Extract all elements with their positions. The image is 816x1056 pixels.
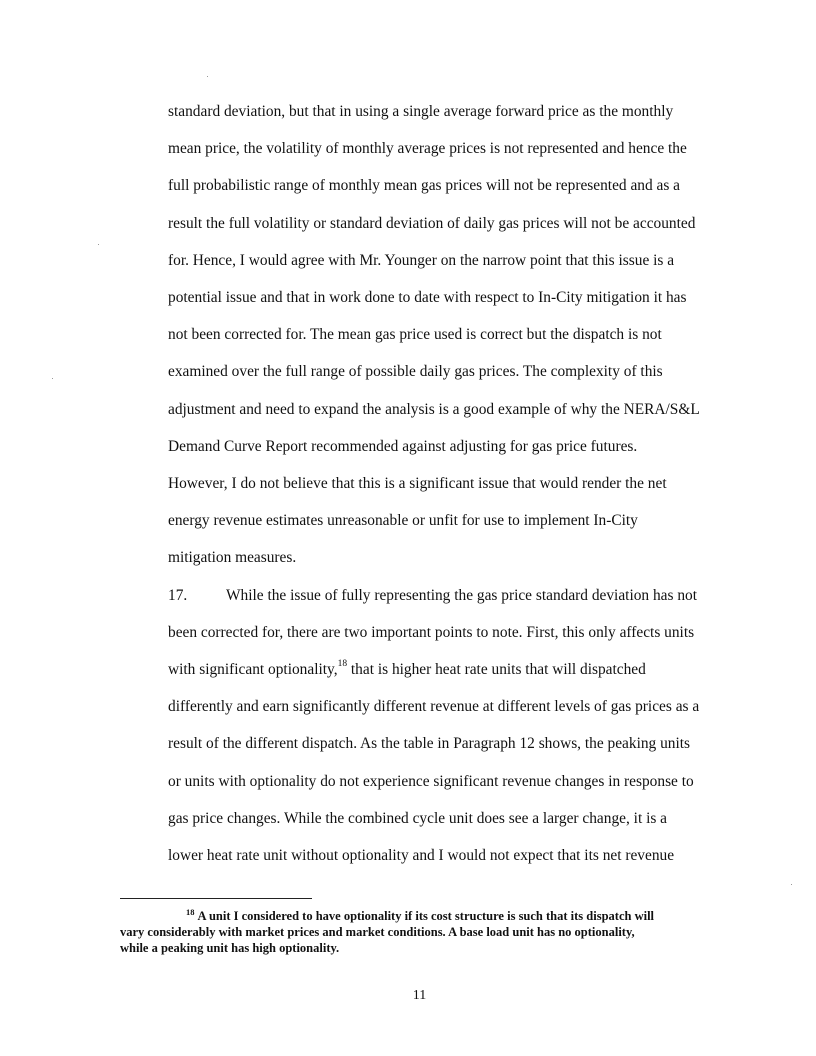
body-line-text: While the issue of fully representing the gas price standard deviation has not bbox=[226, 586, 697, 604]
footnote-line bbox=[120, 908, 720, 924]
body-line: mitigation measures. bbox=[168, 549, 297, 567]
body-line: full probabilistic range of monthly mean gas prices will not be represented and as a bbox=[168, 177, 681, 195]
body-text bbox=[168, 93, 723, 874]
paragraph-17-first-line bbox=[168, 577, 723, 614]
body-line: for. Hence, I would agree with Mr. Younger on the narrow point that this issue is a bbox=[168, 251, 675, 269]
body-line: However, I do not believe that this is a significant issue that would render the net bbox=[168, 475, 667, 493]
body-line: adjustment and need to expand the analysis is a good example of why the NERA/S&L bbox=[168, 400, 700, 418]
body-line: gas price changes. While the combined cycle unit does see a larger change, it is a bbox=[168, 809, 668, 827]
body-line: not been corrected for. The mean gas price used is correct but the dispatch is not bbox=[168, 326, 662, 344]
footnote-reference[interactable]: 18 bbox=[337, 658, 348, 669]
body-line: mean price, the volatility of monthly average prices is not represented and hence the bbox=[168, 140, 687, 158]
paragraph-number: 17. bbox=[168, 586, 188, 604]
scan-speck bbox=[52, 378, 53, 379]
body-line: energy revenue estimates unreasonable or unfit for use to implement In-City bbox=[168, 512, 638, 530]
footnote-separator bbox=[120, 898, 312, 899]
body-line: lower heat rate unit without optionality and I would not expect that its net revenue bbox=[168, 847, 675, 865]
footnote bbox=[120, 908, 720, 956]
body-line: or units with optionality do not experience significant revenue changes in response to bbox=[168, 772, 694, 790]
body-line: Demand Curve Report recommended against adjusting for gas price futures. bbox=[168, 437, 638, 455]
body-line: been corrected for, there are two important points to note. First, this only affects units bbox=[168, 623, 695, 641]
body-line: standard deviation, but that in using a single average forward price as the monthly bbox=[168, 103, 674, 120]
body-line-with-footnote-ref bbox=[168, 651, 723, 688]
body-line: result the full volatility or standard deviation of daily gas prices will not be accounted bbox=[168, 214, 696, 232]
scan-speck bbox=[791, 884, 792, 885]
body-line-text: with significant optionality, bbox=[168, 661, 338, 679]
body-line-text: that is higher heat rate units that will dispatched bbox=[347, 661, 646, 679]
body-line: examined over the full range of possible daily gas prices. The complexity of this bbox=[168, 363, 663, 381]
page-number: 11 bbox=[412, 988, 427, 1003]
footnote-line: vary considerably with market prices and market conditions. A base load unit has no optionality, bbox=[120, 925, 635, 939]
footnote-line: while a peaking unit has high optionality. bbox=[120, 941, 340, 955]
body-line: potential issue and that in work done to date with respect to In-City mitigation it has bbox=[168, 289, 687, 307]
body-line: result of the different dispatch. As the table in Paragraph 12 shows, the peaking units bbox=[168, 735, 691, 753]
scan-speck bbox=[98, 244, 99, 245]
footnote-text: A unit I considered to have optionality if its cost structure is such that its dispatch will bbox=[197, 909, 655, 923]
footnote-number: 18 bbox=[186, 906, 195, 917]
body-line: differently and earn significantly different revenue at different levels of gas prices as a bbox=[168, 698, 700, 716]
scan-speck bbox=[207, 76, 208, 77]
